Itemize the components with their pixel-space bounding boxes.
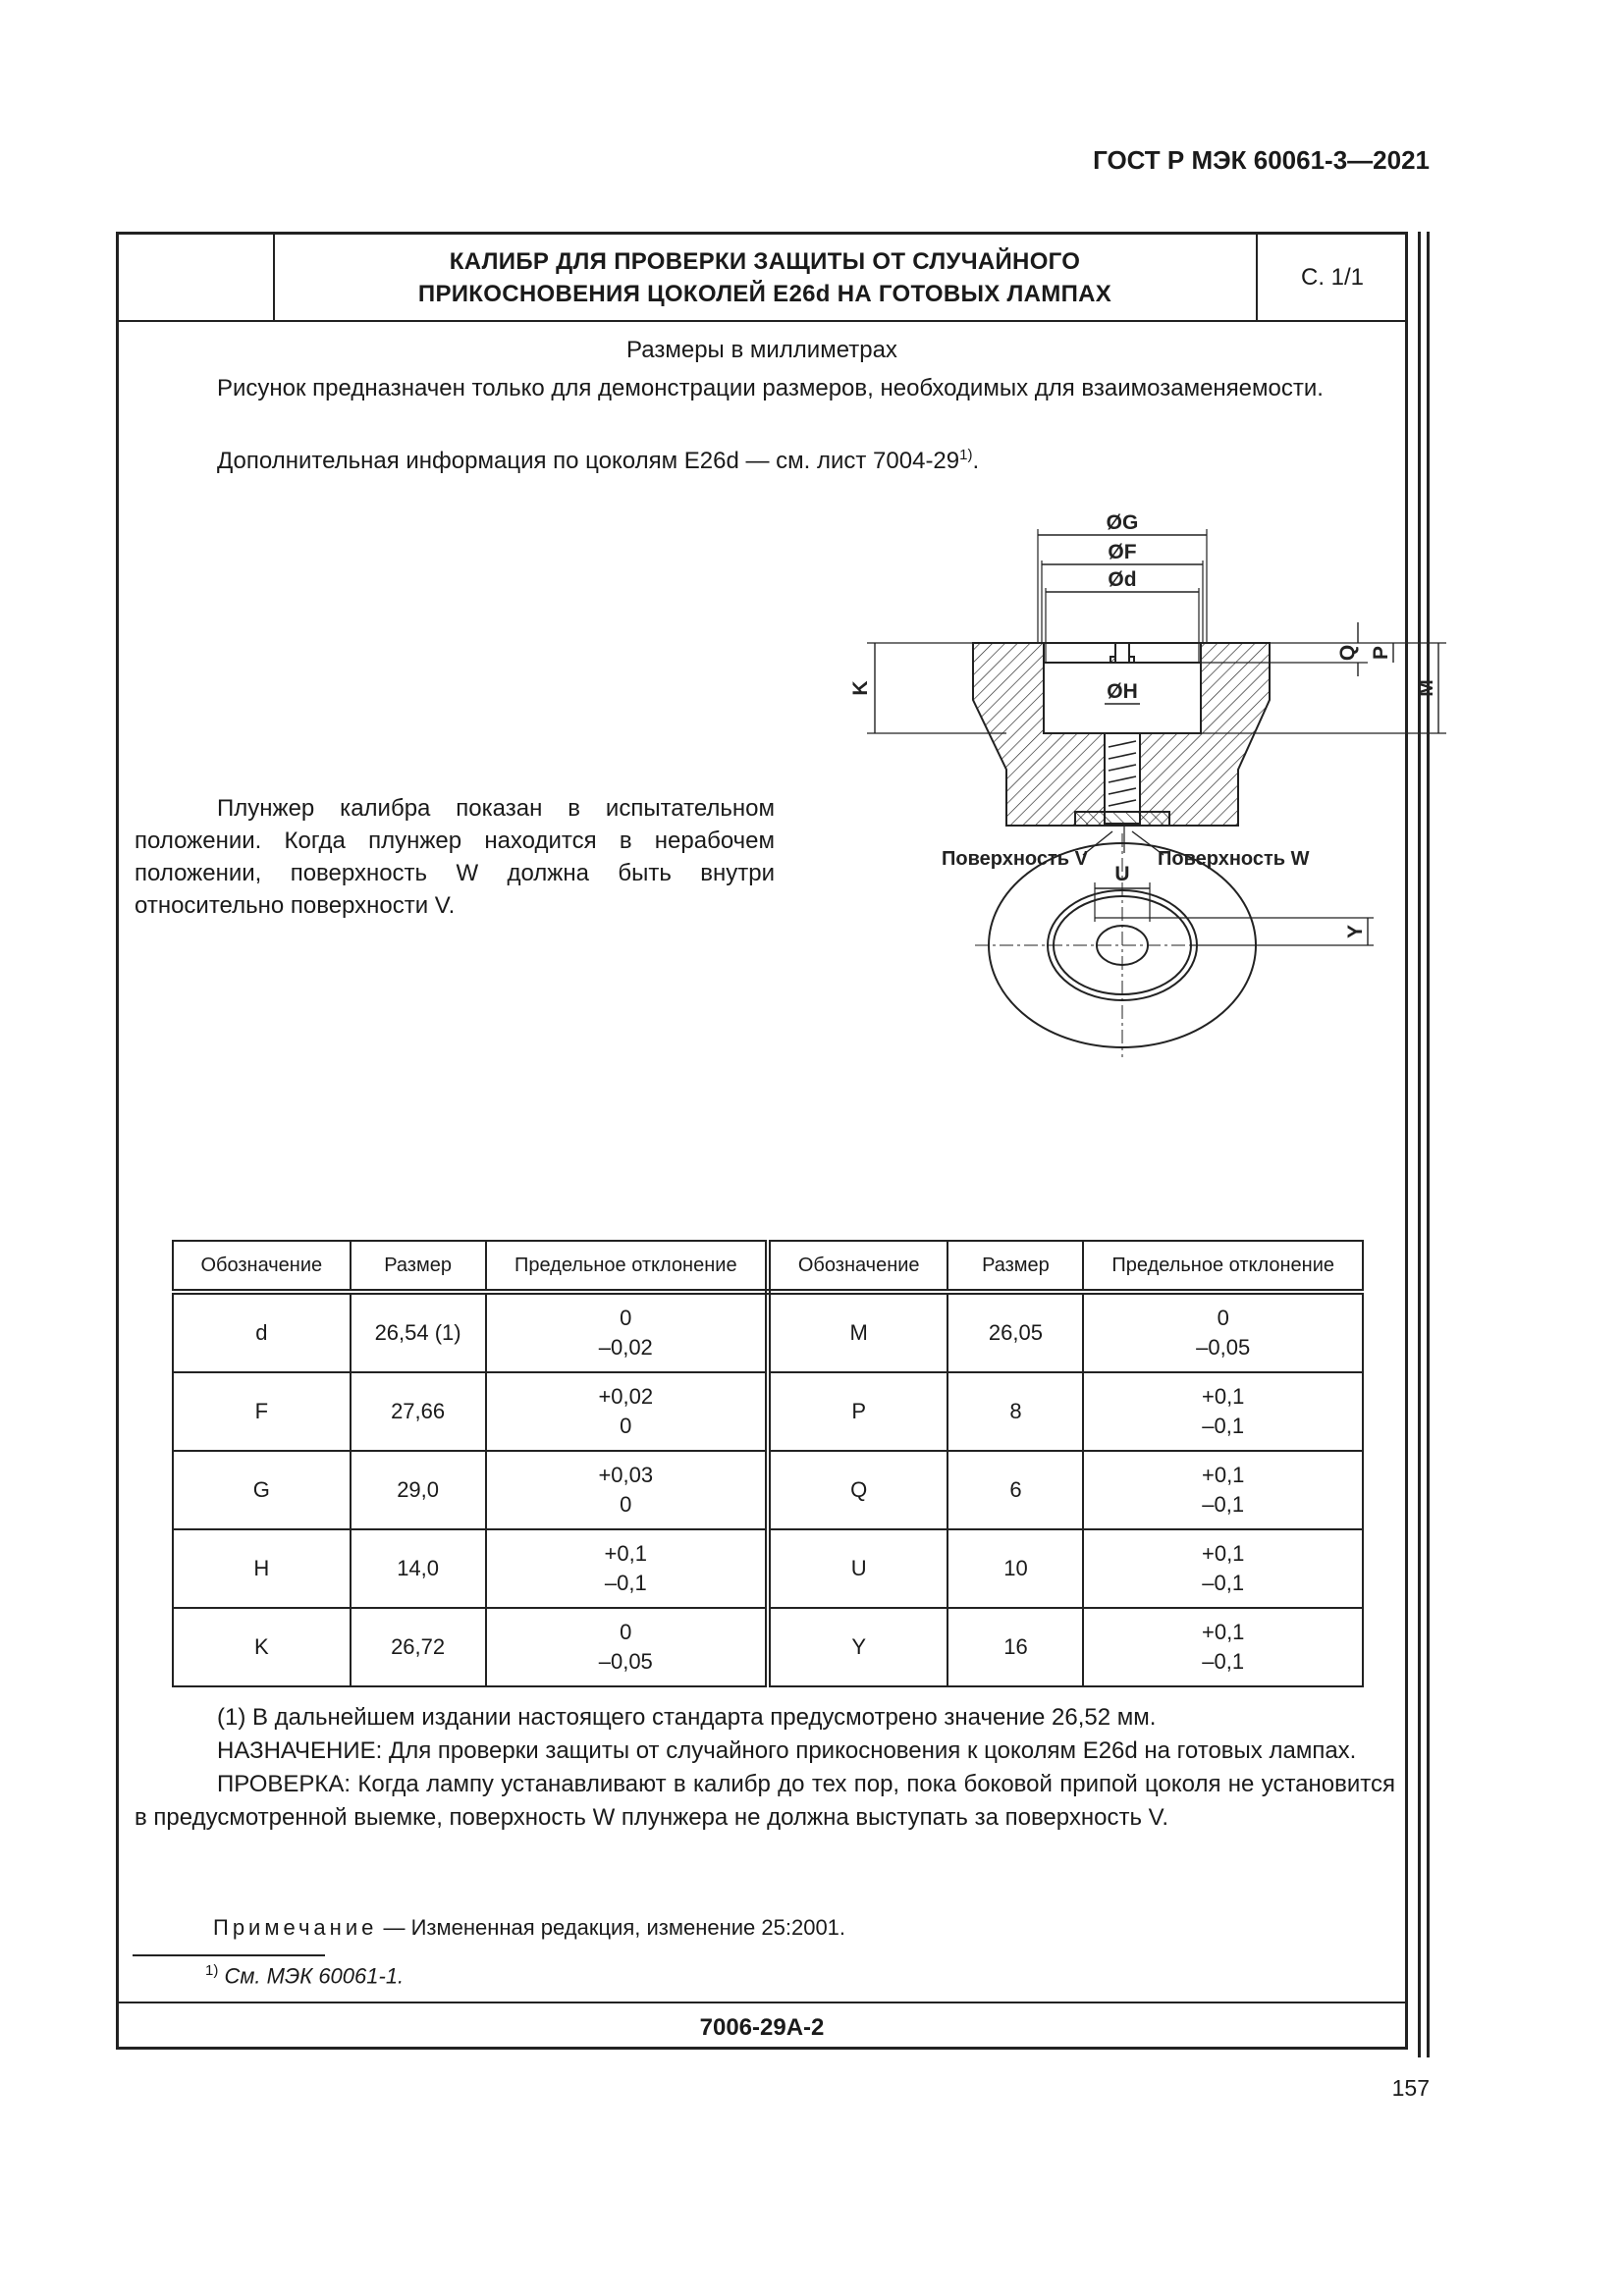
label-P: P (1370, 645, 1392, 661)
tolerance-cell (1083, 1292, 1363, 1372)
table-header: Предельное отклонение (486, 1241, 768, 1292)
dimensions-table (172, 1240, 1364, 1687)
label-Q: Q (1336, 644, 1359, 662)
title-row (119, 235, 1405, 322)
notes-block (135, 1701, 1395, 1835)
size-cell: 10 (947, 1529, 1083, 1608)
note-purpose: НАЗНАЧЕНИЕ: Для проверки защиты от случайного прикосновения к цоколям E26d на готовых лампах. (217, 1737, 1357, 1764)
table-row (173, 1608, 1363, 1686)
tolerance-lower: –0,1 (1202, 1414, 1245, 1438)
units-caption: Размеры в миллиметрах (626, 337, 897, 363)
page-number: 157 (1391, 2075, 1430, 2101)
table-row (173, 1292, 1363, 1372)
label-surface-w: Поверхность W (1158, 848, 1310, 870)
tolerance-upper: 0 (1217, 1306, 1229, 1330)
table-header: Обозначение (173, 1241, 351, 1292)
label-U: U (1114, 863, 1130, 885)
label-F: ØF (1108, 541, 1137, 563)
label-d: Ød (1108, 568, 1137, 591)
intro-end: . (972, 448, 980, 474)
title-blank-cell (119, 235, 275, 320)
symbol-cell: U (768, 1529, 948, 1608)
tolerance-upper: 0 (620, 1620, 632, 1644)
table-header: Размер (947, 1241, 1083, 1292)
size-cell: 29,0 (351, 1451, 486, 1529)
tolerance-cell (1083, 1608, 1363, 1686)
symbol-cell: Y (768, 1608, 948, 1686)
table-header: Предельное отклонение (1083, 1241, 1363, 1292)
symbol-cell: F (173, 1372, 351, 1451)
sheet-page: С. 1/1 (1300, 263, 1365, 291)
symbol-cell: H (173, 1529, 351, 1608)
intro-paragraph-2 (135, 439, 1393, 478)
tolerance-upper: +0,1 (1201, 1541, 1245, 1566)
title-line-1: КАЛИБР ДЛЯ ПРОВЕРКИ ЗАЩИТЫ ОТ СЛУЧАЙНОГО (449, 247, 1081, 275)
table-header-row (173, 1241, 1363, 1292)
tolerance-upper: +0,1 (1201, 1384, 1245, 1409)
margin-rule (1427, 232, 1430, 2057)
standard-sheet (116, 232, 1437, 2050)
size-cell: 16 (947, 1608, 1083, 1686)
plunger-base (1075, 812, 1169, 826)
tolerance-lower: –0,05 (598, 1649, 653, 1674)
table-header: Обозначение (768, 1241, 948, 1292)
footnote (205, 1962, 404, 1989)
label-K: K (849, 680, 872, 696)
table-row (173, 1451, 1363, 1529)
table-row (173, 1529, 1363, 1608)
document-header: ГОСТ Р МЭК 60061-3—2021 (1093, 145, 1430, 175)
table-header: Размер (351, 1241, 486, 1292)
amendment-note (213, 1915, 845, 1941)
title-cell (274, 235, 1258, 320)
tolerance-lower: –0,1 (1202, 1649, 1245, 1674)
size-cell: 14,0 (351, 1529, 486, 1608)
note-check: ПРОВЕРКА: Когда лампу устанавливают в калибр до тех пор, пока боковой припой цоколя не установится в предусмотренной выемке, поверхность W плунжера не должна выступать за поверхность V. (135, 1771, 1395, 1831)
tolerance-upper: +0,1 (1201, 1463, 1245, 1487)
tolerance-cell (486, 1529, 768, 1608)
symbol-cell: M (768, 1292, 948, 1372)
label-G: ØG (1106, 511, 1139, 534)
footnote-divider (133, 1954, 325, 1956)
title-line-2: ПРИКОСНОВЕНИЯ ЦОКОЛЕЙ E26d НА ГОТОВЫХ ЛАМПАХ (417, 280, 1112, 307)
tolerance-lower: –0,05 (1196, 1335, 1251, 1360)
tolerance-cell (1083, 1372, 1363, 1451)
plunger-note: Плунжер калибра показан в испытательном положении. Когда плунжер находится в нерабочем положении, поверхность W должна быть внутри относительно поверхности V. (135, 795, 775, 919)
size-cell: 26,54 (1) (351, 1292, 486, 1372)
symbol-cell: P (768, 1372, 948, 1451)
footnote-ref: 1) (959, 447, 973, 463)
size-cell: 27,66 (351, 1372, 486, 1451)
tolerance-cell (486, 1372, 768, 1451)
gauge-drawing (818, 480, 1437, 1206)
size-cell: 6 (947, 1451, 1083, 1529)
tolerance-upper: +0,1 (604, 1541, 647, 1566)
sheet-title (418, 245, 1111, 310)
tolerance-upper: +0,03 (598, 1463, 654, 1487)
tolerance-lower: –0,1 (604, 1571, 647, 1595)
tolerance-cell (1083, 1451, 1363, 1529)
intro-text: Дополнительная информация по цоколям E26d — см. лист 7004-29 (217, 448, 960, 474)
note-value: (1) В дальнейшем издании настоящего стандарта предусмотрено значение 26,52 мм. (217, 1704, 1157, 1731)
symbol-cell: G (173, 1451, 351, 1529)
tolerance-cell (486, 1608, 768, 1686)
label-Y: Y (1344, 924, 1367, 939)
tolerance-upper: +0,02 (598, 1384, 654, 1409)
tolerance-lower: –0,02 (598, 1335, 653, 1360)
note-label: Примечание (213, 1915, 378, 1940)
footnote-mark: 1) (205, 1962, 219, 1979)
tolerance-lower: –0,1 (1202, 1571, 1245, 1595)
tolerance-cell (486, 1292, 768, 1372)
table-row (173, 1372, 1363, 1451)
footnote-text: См. МЭК 60061-1. (218, 1963, 405, 1989)
label-M: M (1415, 679, 1437, 697)
tolerance-lower: 0 (620, 1414, 632, 1438)
label-surface-v: Поверхность V (942, 848, 1088, 870)
tolerance-lower: –0,1 (1202, 1492, 1245, 1517)
symbol-cell: Q (768, 1451, 948, 1529)
tolerance-cell (1083, 1529, 1363, 1608)
intro-paragraph-1: Рисунок предназначен только для демонстрации размеров, необходимых для взаимозаменяемости. (217, 375, 1324, 401)
label-H: ØH (1107, 680, 1138, 703)
tolerance-upper: 0 (620, 1306, 632, 1330)
size-cell: 26,05 (947, 1292, 1083, 1372)
note-text: — Измененная редакция, изменение 25:2001. (377, 1915, 846, 1940)
sheet-code: 7006-29A-2 (119, 2002, 1405, 2052)
symbol-cell: d (173, 1292, 351, 1372)
tolerance-cell (486, 1451, 768, 1529)
tolerance-upper: +0,1 (1201, 1620, 1245, 1644)
tolerance-lower: 0 (620, 1492, 632, 1517)
symbol-cell: K (173, 1608, 351, 1686)
size-cell: 8 (947, 1372, 1083, 1451)
size-cell: 26,72 (351, 1608, 486, 1686)
